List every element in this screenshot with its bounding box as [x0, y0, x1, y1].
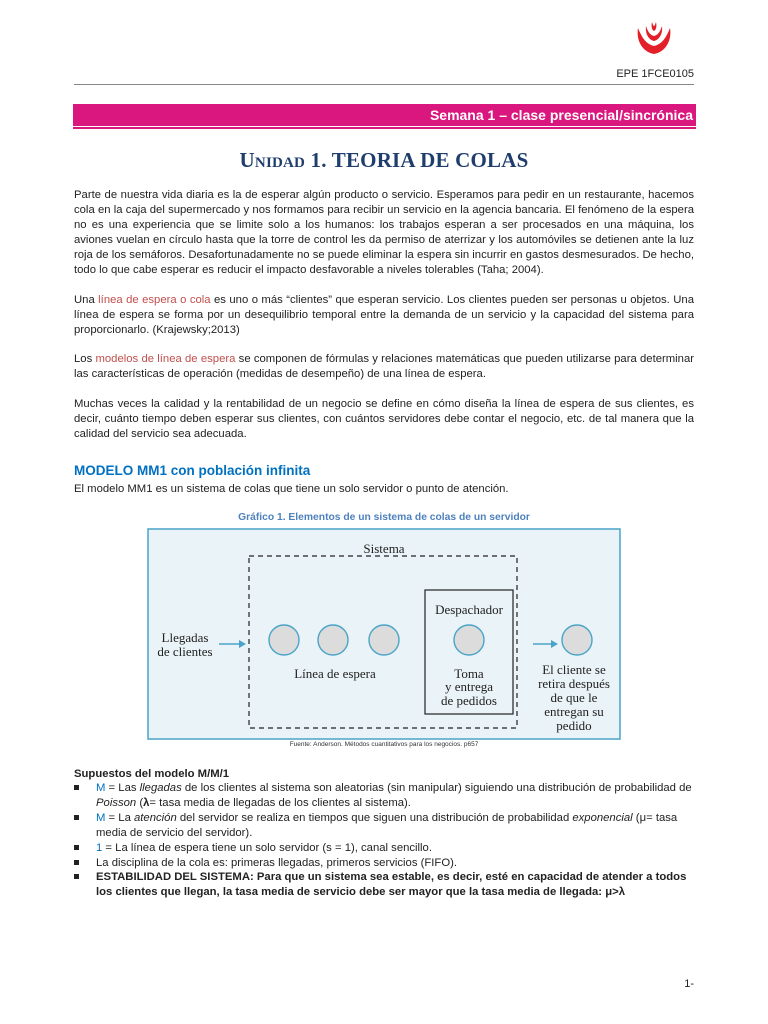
label-linea-de-espera: Línea de espera: [294, 666, 376, 681]
label-llegadas-1: Llegadas: [161, 630, 209, 645]
term-modelos: modelos de línea de espera: [95, 353, 236, 365]
title-rest: 1. TEORIA DE COLAS: [305, 148, 529, 172]
assumptions-list: [74, 781, 694, 900]
term-linea-de-espera: línea de espera o cola: [98, 294, 211, 306]
queue-customer-1: [269, 625, 299, 655]
assumption-item: M = Las llegadas de los clientes al sistema son aleatorias (sin manipular) siguiendo una distribución de probabilidad de Poisson (λ= tasa media de llegadas de los clientes al sistema).: [74, 781, 694, 811]
assumption-item: La disciplina de la cola es: primeras llegadas, primeros servicios (FIFO).: [74, 856, 694, 871]
label-retira-4: entregan su: [544, 704, 604, 719]
queue-customer-3: [369, 625, 399, 655]
label-llegadas-2: de clientes: [157, 644, 213, 659]
document-code: EPE 1FCE0105: [616, 68, 694, 80]
title-unidad-cap: U: [239, 148, 255, 172]
bullet-icon: [74, 815, 79, 820]
label-retira-5: pedido: [556, 718, 592, 733]
label-toma-1: Toma: [454, 666, 484, 681]
figure-source: Fuente: Anderson. Métodos cuantitativos para los negocios. p657: [289, 741, 479, 748]
assumption-item: ESTABILIDAD DEL SISTEMA: Para que un sistema sea estable, es decir, esté en capacidad de atender a todos los clientes que llegan, la tasa media de servicio debe ser mayor que la tasa media de llegada: μ>λ: [74, 870, 694, 900]
header-rule: [74, 84, 694, 85]
bullet-icon: [74, 845, 79, 850]
week-banner: Semana 1 – clase presencial/sincrónica: [73, 104, 696, 126]
label-toma-2: y entrega: [444, 679, 494, 694]
served-customer: [454, 625, 484, 655]
page-title: [0, 148, 768, 173]
bullet-icon: [74, 785, 79, 790]
assumption-item: 1 = La línea de espera tiene un solo servidor (s = 1), canal sencillo.: [74, 841, 694, 856]
label-retira-1: El cliente se: [542, 662, 606, 677]
label-sistema: Sistema: [363, 541, 405, 556]
departing-customer: [562, 625, 592, 655]
section-heading-mm1: MODELO MM1 con población infinita: [74, 463, 311, 478]
bullet-icon: [74, 860, 79, 865]
assumptions-title: Supuestos del modelo M/M/1: [74, 768, 230, 780]
figure-caption: Gráfico 1. Elementos de un sistema de colas de un servidor: [238, 512, 530, 523]
paragraph-models: Los modelos de línea de espera se componen de fórmulas y relaciones matemáticas que pueden utilizarse para determinar las características de operación (medidas de desempeño) de una línea de espera.: [74, 353, 694, 380]
mm1-intro: El modelo MM1 es un sistema de colas que tiene un solo servidor o punto de atención.: [74, 483, 509, 495]
label-retira-2: retira después: [538, 676, 610, 691]
paragraph-quality: Muchas veces la calidad y la rentabilidad de un negocio se define en cómo diseña la línea de espera de sus clientes, es decir, cuánto tiempo deben esperar sus clientes, con cuántos servidores debe contar el negocio, etc. de tal manera que la calidad del servicio sea adecuada.: [74, 398, 694, 440]
queue-customer-2: [318, 625, 348, 655]
label-toma-3: de pedidos: [441, 693, 497, 708]
paragraph-intro: Parte de nuestra vida diaria es la de esperar algún producto o servicio. Esperamos para pedir en un restaurante, hacemos cola en la caja del supermercado y nos formamos para recibir un servicio en la agencia bancaria. El fenómeno de la espera no es una experiencia que se limite solo a los humanos: los trabajos esperan a ser procesados en una máquina, los aviones vuelan en círculo hasta que la torre de control les da permiso de aterrizar y los automóviles se detienen ante la luz roja de los semáforos. Desafortunadamente no se puede eliminar la espera sin incurrir en gastos desmesurados. De hecho, todo lo que cabe esperar es reducir el impacto desfavorable a niveles tolerables (Taha; 2004).: [74, 189, 694, 276]
page-number: 1-: [684, 978, 694, 990]
queue-system-diagram: [147, 528, 621, 740]
assumption-item: M = La atención del servidor se realiza en tiempos que siguen una distribución de probabilidad exponencial (μ= tasa media de servicio del servidor).: [74, 811, 694, 841]
title-unidad-rest: NIDAD: [254, 155, 306, 171]
label-retira-3: de que le: [550, 690, 598, 705]
bullet-icon: [74, 874, 79, 879]
upc-logo-icon: [632, 22, 676, 60]
banner-underline: [73, 127, 696, 129]
paragraph-definition: Una línea de espera o cola es uno o más “clientes” que esperan servicio. Los clientes pueden ser personas u objetos. Una línea de espera se forma por un desequilibrio temporal entre la demanda de un servicio y la capacidad del sistema para proporcionarlo. (Krajewsky;2013): [74, 294, 694, 336]
label-despachador: Despachador: [435, 602, 503, 617]
